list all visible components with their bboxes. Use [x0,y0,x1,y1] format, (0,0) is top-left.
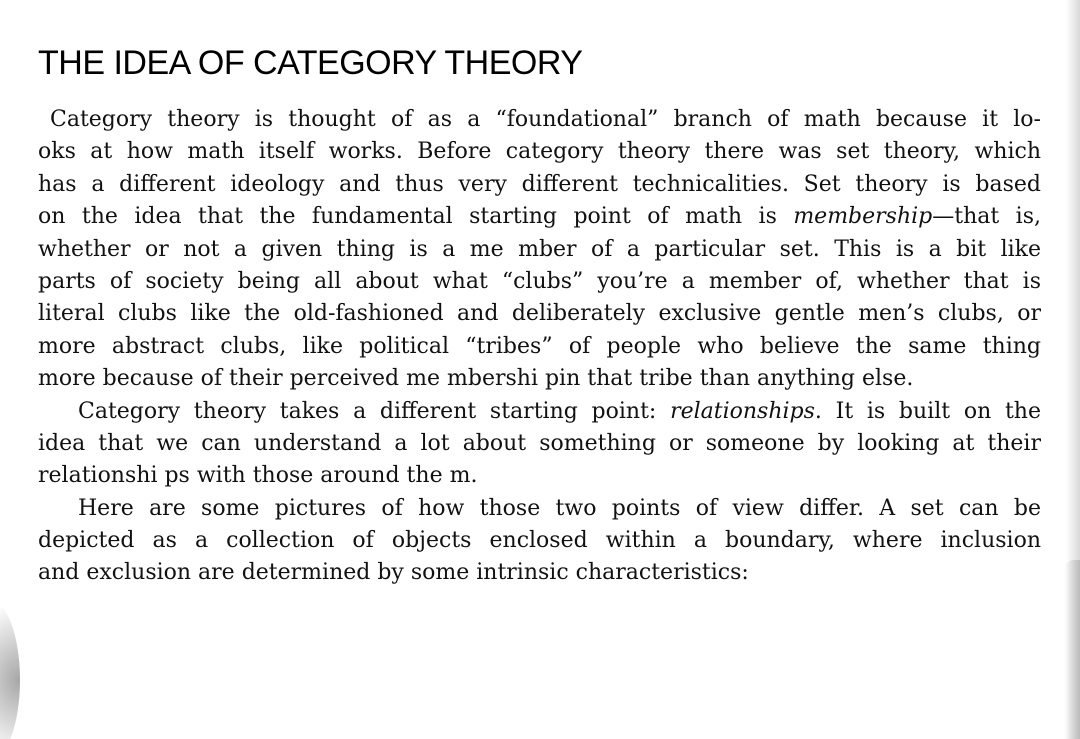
body-text [38,104,1041,590]
text-segment: Category theory takes a different starting point: [78,398,671,424]
page-curl-shadow-left [0,600,20,739]
text-line: relationshi ps with those around the m. [38,463,478,489]
text-line [38,396,1041,428]
text-line: oks at how math itself works. Before category theory there was set theory, which [38,139,1041,165]
text-line: more abstract clubs, like political “tribes” of people who believe the same thing [38,333,1041,359]
text-line [38,201,1041,233]
text-line: Here are some pictures of how those two points of view differ. A set can be [78,495,1041,521]
text-segment: —that is, [932,204,1041,230]
section-title: THE IDEA OF CATEGORY THEORY [38,44,583,82]
emphasis-membership: membership [793,204,933,230]
text-line: parts of society being all about what “clubs” you’re a member of, whether that is [38,268,1041,294]
text-segment: . It is built on the [814,398,1041,424]
page-curl-shadow-right [1064,560,1080,739]
text-line: and exclusion are determined by some intrinsic characteristics: [38,560,749,586]
text-line: has a different ideology and thus very different technicalities. Set theory is based [38,171,1041,197]
text-line: idea that we can understand a lot about something or someone by looking at their [38,430,1041,456]
emphasis-relationships: relationships [670,398,815,424]
text-line: whether or not a given thing is a me mber of a particular set. This is a bit like [38,236,1041,262]
text-line: more because of their perceived me mbershi pin that tribe than anything else. [38,366,914,392]
text-line: depicted as a collection of objects enclosed within a boundary, where inclusion [38,528,1041,554]
text-line: Category theory is thought of as a “foundational” branch of math because it lo- [50,107,1041,132]
text-segment: on the idea that the fundamental starting point of math is [38,204,794,230]
text-line: literal clubs like the old-fashioned and deliberately exclusive gentle men’s clubs, or [38,301,1041,327]
